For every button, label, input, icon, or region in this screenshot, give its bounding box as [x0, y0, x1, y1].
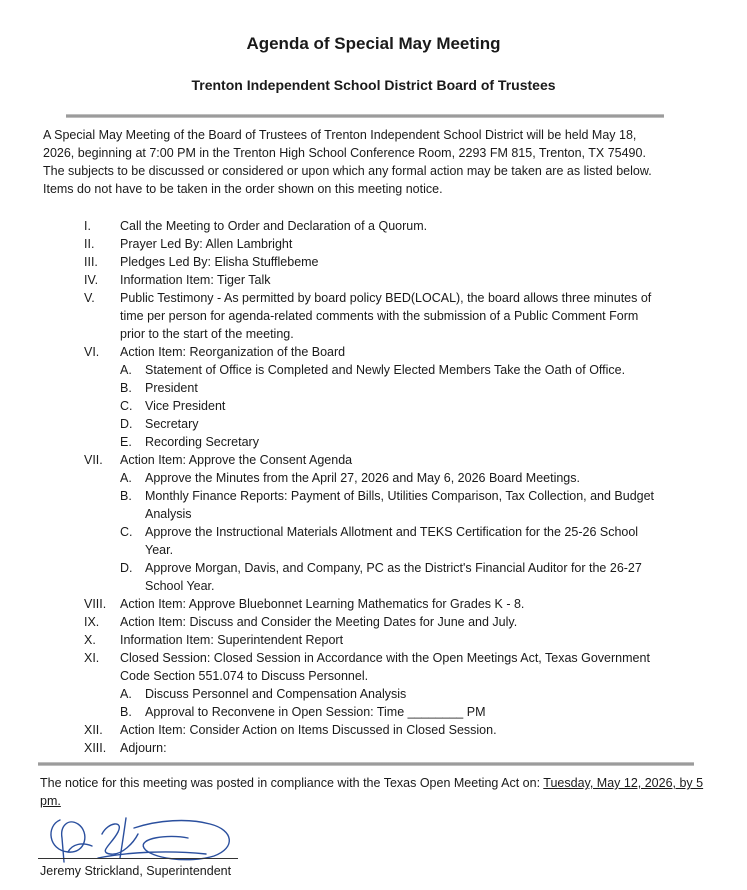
agenda-item-number: VII. [84, 453, 103, 467]
signer-name: Jeremy Strickland, Superintendent [40, 864, 232, 878]
agenda-item-text: Pledges Led By: Elisha Stufflebeme [120, 255, 319, 269]
agenda-subitem [0, 559, 747, 595]
agenda-item [0, 289, 747, 343]
agenda-item-number: VI. [84, 345, 100, 359]
agenda-item-number: I. [84, 219, 91, 233]
agenda-item [0, 631, 747, 649]
agenda-subitem-text: Discuss Personnel and Compensation Analysis [145, 687, 407, 701]
agenda-subitem-text: Approval to Reconvene in Open Session: Time ________ PM [145, 705, 486, 719]
agenda-item [0, 253, 747, 271]
agenda-item-text: Call the Meeting to Order and Declaration of a Quorum. [120, 219, 428, 233]
agenda-item [0, 235, 747, 253]
agenda-item-number: VIII. [84, 597, 107, 611]
agenda-subitem [0, 379, 747, 397]
agenda-item-number: XIII. [84, 741, 107, 755]
agenda-subitem-letter: A. [120, 363, 132, 377]
agenda-item-text: Action Item: Approve Bluebonnet Learning Mathematics for Grades K - 8. [120, 597, 525, 611]
agenda-subitem [0, 685, 747, 703]
agenda-subitem-letter: B. [120, 489, 132, 503]
agenda-item-text: Action Item: Consider Action on Items Discussed in Closed Session. [120, 723, 497, 737]
agenda-item-number: V. [84, 291, 95, 305]
document-subtitle: Trenton Independent School District Board of Trustees [191, 77, 556, 93]
bottom-divider [38, 762, 694, 766]
agenda-subitem-letter: D. [120, 561, 133, 575]
agenda-subitem [0, 523, 747, 559]
agenda-item [0, 739, 747, 757]
agenda-item [0, 613, 747, 631]
agenda-subitem-text: Approve Morgan, Davis, and Company, PC as the District's Financial Auditor for the 26-27 School Year. [145, 561, 642, 593]
top-divider [66, 114, 664, 118]
notice-text: The notice for this meeting was posted in compliance with the Texas Open Meeting Act on: [40, 776, 544, 790]
agenda-subitem-text: Approve the Instructional Materials Allotment and TEKS Certification for the 25-26 School Year. [145, 525, 639, 557]
agenda-item-number: IX. [84, 615, 100, 629]
agenda-item [0, 649, 747, 685]
agenda-item [0, 451, 747, 469]
agenda-subitem [0, 469, 747, 487]
agenda-item-text: Prayer Led By: Allen Lambright [120, 237, 293, 251]
posting-date: Tuesday, May 12, 2026, by 5 pm. [40, 776, 704, 808]
agenda-subitem-letter: D. [120, 417, 133, 431]
agenda-item-number: X. [84, 633, 96, 647]
agenda-item [0, 721, 747, 739]
agenda-item-text: Information Item: Tiger Talk [120, 273, 271, 287]
agenda-item-text: Public Testimony - As permitted by board policy BED(LOCAL), the board allows three minutes of time per person for agenda-related comments with the submission of a Public Comment Form prior to the start of the meeting. [120, 291, 652, 341]
agenda-subitem-letter: E. [120, 435, 132, 449]
agenda-subitem-text: Secretary [145, 417, 199, 431]
agenda-item-number: IV. [84, 273, 99, 287]
agenda-subitem-text: President [145, 381, 198, 395]
agenda-subitem-letter: A. [120, 471, 132, 485]
agenda-item-text: Action Item: Reorganization of the Board [120, 345, 346, 359]
agenda-item [0, 271, 747, 289]
agenda-item-number: II. [84, 237, 95, 251]
agenda-subitem [0, 397, 747, 415]
document-title: Agenda of Special May Meeting [246, 34, 501, 53]
agenda-item-text: Adjourn: [120, 741, 167, 755]
agenda-item [0, 217, 747, 235]
agenda-item-number: III. [84, 255, 98, 269]
agenda-subitem [0, 433, 747, 451]
agenda-list [0, 217, 747, 757]
agenda-subitem-letter: C. [120, 399, 133, 413]
agenda-item-text: Information Item: Superintendent Report [120, 633, 344, 647]
agenda-subitem-letter: A. [120, 687, 132, 701]
agenda-subitem-text: Vice President [145, 399, 226, 413]
agenda-item-text: Closed Session: Closed Session in Accordance with the Open Meetings Act, Texas Government Code Section 551.074 to Discuss Personnel. [120, 651, 650, 683]
agenda-subitem [0, 361, 747, 379]
agenda-item-number: XII. [84, 723, 103, 737]
agenda-subitem-letter: B. [120, 705, 132, 719]
posting-notice [40, 774, 710, 810]
agenda-subitem-letter: B. [120, 381, 132, 395]
agenda-subitem-text: Recording Secretary [145, 435, 259, 449]
agenda-subitem [0, 703, 747, 721]
agenda-subitem [0, 487, 747, 523]
agenda-item-number: XI. [84, 651, 100, 665]
agenda-item [0, 343, 747, 361]
agenda-subitem-text: Approve the Minutes from the April 27, 2026 and May 6, 2026 Board Meetings. [145, 471, 580, 485]
agenda-subitem [0, 415, 747, 433]
signature-line [38, 858, 238, 859]
agenda-subitem-text: Statement of Office is Completed and Newly Elected Members Take the Oath of Office. [145, 363, 626, 377]
agenda-subitem-letter: C. [120, 525, 133, 539]
agenda-item [0, 595, 747, 613]
intro-paragraph: A Special May Meeting of the Board of Trustees of Trenton Independent School District will be held May 18, 2026, beginning at 7:00 PM in the Trenton High School Conference Room, 2293 FM 815, Trenton, TX 75490. The subjects to be discussed or considered or upon which any formal action may be taken are as listed below. Items do not have to be taken in the order shown on this meeting notice. [43, 128, 652, 196]
agenda-item-text: Action Item: Discuss and Consider the Meeting Dates for June and July. [120, 615, 518, 629]
agenda-item-text: Action Item: Approve the Consent Agenda [120, 453, 353, 467]
agenda-subitem-text: Monthly Finance Reports: Payment of Bills, Utilities Comparison, Tax Collection, and Budget Analysis [145, 489, 655, 521]
